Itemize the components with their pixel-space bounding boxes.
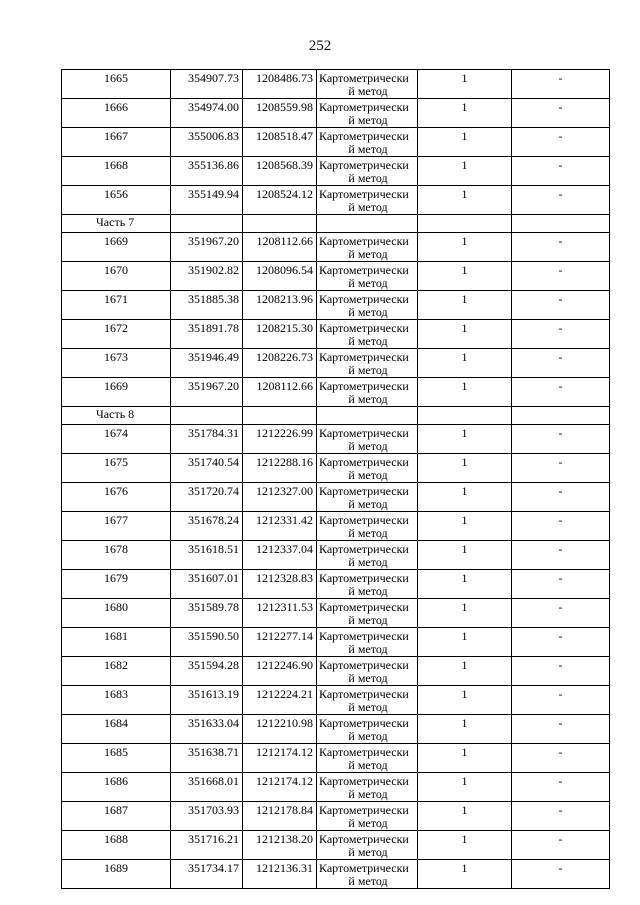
accuracy-cell: 1 xyxy=(418,483,512,512)
method-line-1: Картометрически xyxy=(319,658,409,672)
method-cell xyxy=(317,186,418,215)
accuracy-cell: 1 xyxy=(418,70,512,99)
point-number-cell: 1688 xyxy=(62,831,171,860)
method-cell xyxy=(317,425,418,454)
method-line-2: й метод xyxy=(348,247,388,261)
method-cell xyxy=(317,349,418,378)
description-cell: - xyxy=(512,233,610,262)
y-coordinate-cell: 1212210.98 xyxy=(243,715,317,744)
description-cell: - xyxy=(512,320,610,349)
table-row xyxy=(62,262,610,291)
point-number-cell: 1674 xyxy=(62,425,171,454)
x-coordinate-cell: 351678.24 xyxy=(171,512,243,541)
description-cell: - xyxy=(512,70,610,99)
accuracy-cell: 1 xyxy=(418,233,512,262)
table-row xyxy=(62,157,610,186)
point-number-cell: 1677 xyxy=(62,512,171,541)
part-label: Часть 7 xyxy=(62,215,171,233)
accuracy-cell: 1 xyxy=(418,628,512,657)
y-coordinate-cell: 1208112.66 xyxy=(243,378,317,407)
point-number-cell: 1682 xyxy=(62,657,171,686)
method-line-1: Картометрически xyxy=(319,629,409,643)
method-line-2: й метод xyxy=(348,526,388,540)
method-line-2: й метод xyxy=(348,874,388,888)
description-cell: - xyxy=(512,186,610,215)
y-coordinate-cell: 1212327.00 xyxy=(243,483,317,512)
empty-cell xyxy=(243,215,317,233)
description-cell: - xyxy=(512,628,610,657)
x-coordinate-cell: 351590.50 xyxy=(171,628,243,657)
empty-cell xyxy=(171,407,243,425)
method-line-2: й метод xyxy=(348,334,388,348)
point-number-cell: 1669 xyxy=(62,233,171,262)
empty-cell xyxy=(512,215,610,233)
part-row xyxy=(62,407,610,425)
method-line-2: й метод xyxy=(348,671,388,685)
accuracy-cell: 1 xyxy=(418,744,512,773)
x-coordinate-cell: 351720.74 xyxy=(171,483,243,512)
method-line-2: й метод xyxy=(348,363,388,377)
x-coordinate-cell: 354907.73 xyxy=(171,70,243,99)
method-line-2: й метод xyxy=(348,845,388,859)
method-cell xyxy=(317,802,418,831)
y-coordinate-cell: 1212138.20 xyxy=(243,831,317,860)
method-cell xyxy=(317,454,418,483)
x-coordinate-cell: 351638.71 xyxy=(171,744,243,773)
table-row xyxy=(62,715,610,744)
method-line-1: Картометрически xyxy=(319,803,409,817)
description-cell: - xyxy=(512,715,610,744)
part-row xyxy=(62,215,610,233)
empty-cell xyxy=(317,215,418,233)
x-coordinate-cell: 351946.49 xyxy=(171,349,243,378)
method-line-1: Картометрически xyxy=(319,832,409,846)
method-line-1: Картометрически xyxy=(319,484,409,498)
description-cell: - xyxy=(512,802,610,831)
y-coordinate-cell: 1212226.99 xyxy=(243,425,317,454)
method-line-1: Картометрически xyxy=(319,774,409,788)
method-line-1: Картометрически xyxy=(319,455,409,469)
method-cell xyxy=(317,291,418,320)
description-cell: - xyxy=(512,657,610,686)
accuracy-cell: 1 xyxy=(418,686,512,715)
method-line-1: Картометрически xyxy=(319,745,409,759)
method-line-2: й метод xyxy=(348,816,388,830)
y-coordinate-cell: 1208213.96 xyxy=(243,291,317,320)
description-cell: - xyxy=(512,686,610,715)
y-coordinate-cell: 1208486.73 xyxy=(243,70,317,99)
accuracy-cell: 1 xyxy=(418,378,512,407)
method-line-1: Картометрически xyxy=(319,350,409,364)
x-coordinate-cell: 351607.01 xyxy=(171,570,243,599)
table-row xyxy=(62,70,610,99)
y-coordinate-cell: 1212224.21 xyxy=(243,686,317,715)
accuracy-cell: 1 xyxy=(418,425,512,454)
accuracy-cell: 1 xyxy=(418,831,512,860)
description-cell: - xyxy=(512,860,610,889)
method-cell xyxy=(317,512,418,541)
method-line-1: Картометрически xyxy=(319,861,409,875)
description-cell: - xyxy=(512,744,610,773)
point-number-cell: 1673 xyxy=(62,349,171,378)
table-row xyxy=(62,541,610,570)
table-row xyxy=(62,99,610,128)
method-line-1: Картометрически xyxy=(319,234,409,248)
table-body xyxy=(62,70,610,889)
method-line-2: й метод xyxy=(348,584,388,598)
table-row xyxy=(62,860,610,889)
table-row xyxy=(62,628,610,657)
description-cell: - xyxy=(512,378,610,407)
method-line-1: Картометрически xyxy=(319,426,409,440)
method-line-2: й метод xyxy=(348,113,388,127)
table-row xyxy=(62,483,610,512)
x-coordinate-cell: 355006.83 xyxy=(171,128,243,157)
method-cell xyxy=(317,233,418,262)
y-coordinate-cell: 1208215.30 xyxy=(243,320,317,349)
method-line-2: й метод xyxy=(348,84,388,98)
page-number: 252 xyxy=(308,38,332,54)
point-number-cell: 1670 xyxy=(62,262,171,291)
table-row xyxy=(62,512,610,541)
point-number-cell: 1683 xyxy=(62,686,171,715)
method-line-2: й метод xyxy=(348,613,388,627)
point-number-cell: 1665 xyxy=(62,70,171,99)
point-number-cell: 1666 xyxy=(62,99,171,128)
x-coordinate-cell: 355149.94 xyxy=(171,186,243,215)
description-cell: - xyxy=(512,128,610,157)
method-line-1: Картометрически xyxy=(319,542,409,556)
table-row xyxy=(62,425,610,454)
accuracy-cell: 1 xyxy=(418,320,512,349)
method-line-1: Картометрически xyxy=(319,263,409,277)
method-line-2: й метод xyxy=(348,439,388,453)
description-cell: - xyxy=(512,349,610,378)
x-coordinate-cell: 351716.21 xyxy=(171,831,243,860)
y-coordinate-cell: 1208568.39 xyxy=(243,157,317,186)
y-coordinate-cell: 1212136.31 xyxy=(243,860,317,889)
method-line-2: й метод xyxy=(348,468,388,482)
method-line-1: Картометрически xyxy=(319,100,409,114)
accuracy-cell: 1 xyxy=(418,860,512,889)
method-cell xyxy=(317,128,418,157)
description-cell: - xyxy=(512,262,610,291)
point-number-cell: 1668 xyxy=(62,157,171,186)
y-coordinate-cell: 1212178.84 xyxy=(243,802,317,831)
accuracy-cell: 1 xyxy=(418,349,512,378)
method-line-1: Картометрически xyxy=(319,687,409,701)
method-line-2: й метод xyxy=(348,392,388,406)
table-row xyxy=(62,186,610,215)
x-coordinate-cell: 351594.28 xyxy=(171,657,243,686)
method-cell xyxy=(317,860,418,889)
method-line-1: Картометрически xyxy=(319,571,409,585)
table-row xyxy=(62,570,610,599)
y-coordinate-cell: 1212288.16 xyxy=(243,454,317,483)
method-cell xyxy=(317,715,418,744)
x-coordinate-cell: 351633.04 xyxy=(171,715,243,744)
x-coordinate-cell: 351902.82 xyxy=(171,262,243,291)
table-row xyxy=(62,291,610,320)
method-line-1: Картометрически xyxy=(319,71,409,85)
x-coordinate-cell: 354974.00 xyxy=(171,99,243,128)
method-line-2: й метод xyxy=(348,305,388,319)
point-number-cell: 1686 xyxy=(62,773,171,802)
x-coordinate-cell: 351885.38 xyxy=(171,291,243,320)
method-line-2: й метод xyxy=(348,200,388,214)
method-cell xyxy=(317,99,418,128)
y-coordinate-cell: 1212328.83 xyxy=(243,570,317,599)
table-row xyxy=(62,599,610,628)
point-number-cell: 1684 xyxy=(62,715,171,744)
table-row xyxy=(62,657,610,686)
method-line-2: й метод xyxy=(348,700,388,714)
method-line-1: Картометрически xyxy=(319,321,409,335)
x-coordinate-cell: 351967.20 xyxy=(171,378,243,407)
method-cell xyxy=(317,70,418,99)
accuracy-cell: 1 xyxy=(418,802,512,831)
method-cell xyxy=(317,744,418,773)
y-coordinate-cell: 1208559.98 xyxy=(243,99,317,128)
description-cell: - xyxy=(512,157,610,186)
method-cell xyxy=(317,157,418,186)
method-line-1: Картометрически xyxy=(319,716,409,730)
method-line-2: й метод xyxy=(348,142,388,156)
x-coordinate-cell: 351613.19 xyxy=(171,686,243,715)
accuracy-cell: 1 xyxy=(418,128,512,157)
method-line-2: й метод xyxy=(348,642,388,656)
accuracy-cell: 1 xyxy=(418,262,512,291)
y-coordinate-cell: 1208518.47 xyxy=(243,128,317,157)
description-cell: - xyxy=(512,512,610,541)
accuracy-cell: 1 xyxy=(418,157,512,186)
x-coordinate-cell: 355136.86 xyxy=(171,157,243,186)
method-line-2: й метод xyxy=(348,497,388,511)
method-line-1: Картометрически xyxy=(319,187,409,201)
method-cell xyxy=(317,483,418,512)
point-number-cell: 1679 xyxy=(62,570,171,599)
accuracy-cell: 1 xyxy=(418,570,512,599)
method-line-2: й метод xyxy=(348,758,388,772)
method-line-2: й метод xyxy=(348,171,388,185)
x-coordinate-cell: 351618.51 xyxy=(171,541,243,570)
empty-cell xyxy=(317,407,418,425)
accuracy-cell: 1 xyxy=(418,512,512,541)
point-number-cell: 1678 xyxy=(62,541,171,570)
method-cell xyxy=(317,320,418,349)
table-row xyxy=(62,831,610,860)
accuracy-cell: 1 xyxy=(418,291,512,320)
x-coordinate-cell: 351967.20 xyxy=(171,233,243,262)
table-row xyxy=(62,686,610,715)
point-number-cell: 1669 xyxy=(62,378,171,407)
x-coordinate-cell: 351784.31 xyxy=(171,425,243,454)
method-cell xyxy=(317,628,418,657)
description-cell: - xyxy=(512,483,610,512)
y-coordinate-cell: 1208096.54 xyxy=(243,262,317,291)
table-row xyxy=(62,233,610,262)
empty-cell xyxy=(171,215,243,233)
empty-cell xyxy=(418,215,512,233)
accuracy-cell: 1 xyxy=(418,454,512,483)
y-coordinate-cell: 1208524.12 xyxy=(243,186,317,215)
description-cell: - xyxy=(512,291,610,320)
table-row xyxy=(62,744,610,773)
description-cell: - xyxy=(512,599,610,628)
y-coordinate-cell: 1212331.42 xyxy=(243,512,317,541)
method-line-1: Картометрически xyxy=(319,379,409,393)
description-cell: - xyxy=(512,99,610,128)
method-line-1: Картометрически xyxy=(319,129,409,143)
y-coordinate-cell: 1208112.66 xyxy=(243,233,317,262)
empty-cell xyxy=(243,407,317,425)
method-cell xyxy=(317,378,418,407)
x-coordinate-cell: 351589.78 xyxy=(171,599,243,628)
y-coordinate-cell: 1208226.73 xyxy=(243,349,317,378)
method-cell xyxy=(317,831,418,860)
table-row xyxy=(62,128,610,157)
x-coordinate-cell: 351734.17 xyxy=(171,860,243,889)
table-row xyxy=(62,320,610,349)
method-cell xyxy=(317,686,418,715)
y-coordinate-cell: 1212277.14 xyxy=(243,628,317,657)
method-line-2: й метод xyxy=(348,555,388,569)
method-line-1: Картометрически xyxy=(319,292,409,306)
description-cell: - xyxy=(512,831,610,860)
table-row xyxy=(62,378,610,407)
x-coordinate-cell: 351703.93 xyxy=(171,802,243,831)
table-row xyxy=(62,802,610,831)
x-coordinate-cell: 351668.01 xyxy=(171,773,243,802)
x-coordinate-cell: 351891.78 xyxy=(171,320,243,349)
point-number-cell: 1672 xyxy=(62,320,171,349)
coordinates-table xyxy=(61,69,610,889)
point-number-cell: 1656 xyxy=(62,186,171,215)
point-number-cell: 1675 xyxy=(62,454,171,483)
table-row xyxy=(62,773,610,802)
point-number-cell: 1676 xyxy=(62,483,171,512)
method-line-1: Картометрически xyxy=(319,513,409,527)
x-coordinate-cell: 351740.54 xyxy=(171,454,243,483)
accuracy-cell: 1 xyxy=(418,541,512,570)
y-coordinate-cell: 1212246.90 xyxy=(243,657,317,686)
point-number-cell: 1681 xyxy=(62,628,171,657)
part-label: Часть 8 xyxy=(62,407,171,425)
point-number-cell: 1687 xyxy=(62,802,171,831)
accuracy-cell: 1 xyxy=(418,99,512,128)
method-cell xyxy=(317,570,418,599)
y-coordinate-cell: 1212311.53 xyxy=(243,599,317,628)
table-row xyxy=(62,349,610,378)
y-coordinate-cell: 1212174.12 xyxy=(243,773,317,802)
description-cell: - xyxy=(512,773,610,802)
method-cell xyxy=(317,599,418,628)
method-line-1: Картометрически xyxy=(319,158,409,172)
method-cell xyxy=(317,541,418,570)
point-number-cell: 1667 xyxy=(62,128,171,157)
method-line-1: Картометрически xyxy=(319,600,409,614)
description-cell: - xyxy=(512,541,610,570)
description-cell: - xyxy=(512,425,610,454)
y-coordinate-cell: 1212337.04 xyxy=(243,541,317,570)
accuracy-cell: 1 xyxy=(418,186,512,215)
point-number-cell: 1689 xyxy=(62,860,171,889)
point-number-cell: 1685 xyxy=(62,744,171,773)
y-coordinate-cell: 1212174.12 xyxy=(243,744,317,773)
method-line-2: й метод xyxy=(348,729,388,743)
method-line-2: й метод xyxy=(348,276,388,290)
method-cell xyxy=(317,262,418,291)
accuracy-cell: 1 xyxy=(418,773,512,802)
method-cell xyxy=(317,657,418,686)
point-number-cell: 1671 xyxy=(62,291,171,320)
table-row xyxy=(62,454,610,483)
method-line-2: й метод xyxy=(348,787,388,801)
empty-cell xyxy=(418,407,512,425)
description-cell: - xyxy=(512,454,610,483)
point-number-cell: 1680 xyxy=(62,599,171,628)
empty-cell xyxy=(512,407,610,425)
description-cell: - xyxy=(512,570,610,599)
accuracy-cell: 1 xyxy=(418,599,512,628)
accuracy-cell: 1 xyxy=(418,715,512,744)
method-cell xyxy=(317,773,418,802)
accuracy-cell: 1 xyxy=(418,657,512,686)
